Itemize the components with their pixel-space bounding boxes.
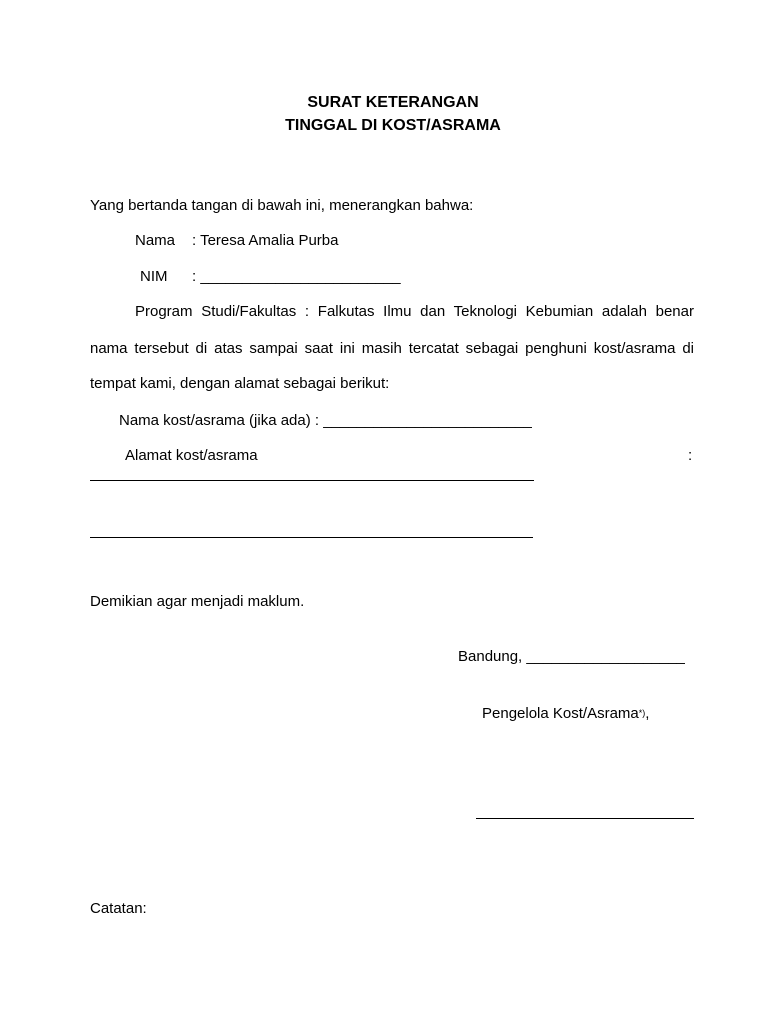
signatory-title (482, 705, 649, 722)
program-studi-text: Program Studi/Fakultas : Falkutas Ilmu dan Teknologi Kebumian adalah benar (135, 303, 694, 320)
document-title-line-2: TINGGAL DI KOST/ASRAMA (285, 117, 501, 134)
nama-value: : Teresa Amalia Purba (192, 232, 339, 249)
signature-line (476, 818, 694, 819)
paragraph-line-3: tempat kami, dengan alamat sebagai berikut: (90, 375, 390, 392)
nama-label: Nama (135, 232, 176, 249)
document-title-line-1: SURAT KETERANGAN (307, 94, 479, 111)
intro-text: Yang bertanda tangan di bawah ini, menerangkan bahwa: (90, 197, 474, 214)
place-date: Bandung, ___________________ (458, 648, 685, 665)
nim-value: : ________________________ (192, 268, 401, 285)
alamat-colon: : (688, 447, 693, 464)
catatan-label: Catatan: (90, 900, 147, 917)
signatory-note-mark: *) (638, 708, 646, 718)
alamat-line-1 (90, 480, 534, 481)
nim-label: NIM (140, 268, 168, 285)
paragraph-line-2: nama tersebut di atas sampai saat ini masih tercatat sebagai penghuni kost/asrama di (90, 340, 694, 357)
closing-text: Demikian agar menjadi maklum. (90, 593, 305, 610)
signatory-title-text: Pengelola Kost/Asrama (482, 705, 639, 722)
alamat-line-2 (90, 537, 533, 538)
nama-kost-field: Nama kost/asrama (jika ada) : _________________________ (119, 412, 532, 429)
alamat-label: Alamat kost/asrama (125, 447, 258, 464)
paragraph-line-1 (135, 303, 694, 320)
signatory-comma: , (645, 705, 650, 722)
